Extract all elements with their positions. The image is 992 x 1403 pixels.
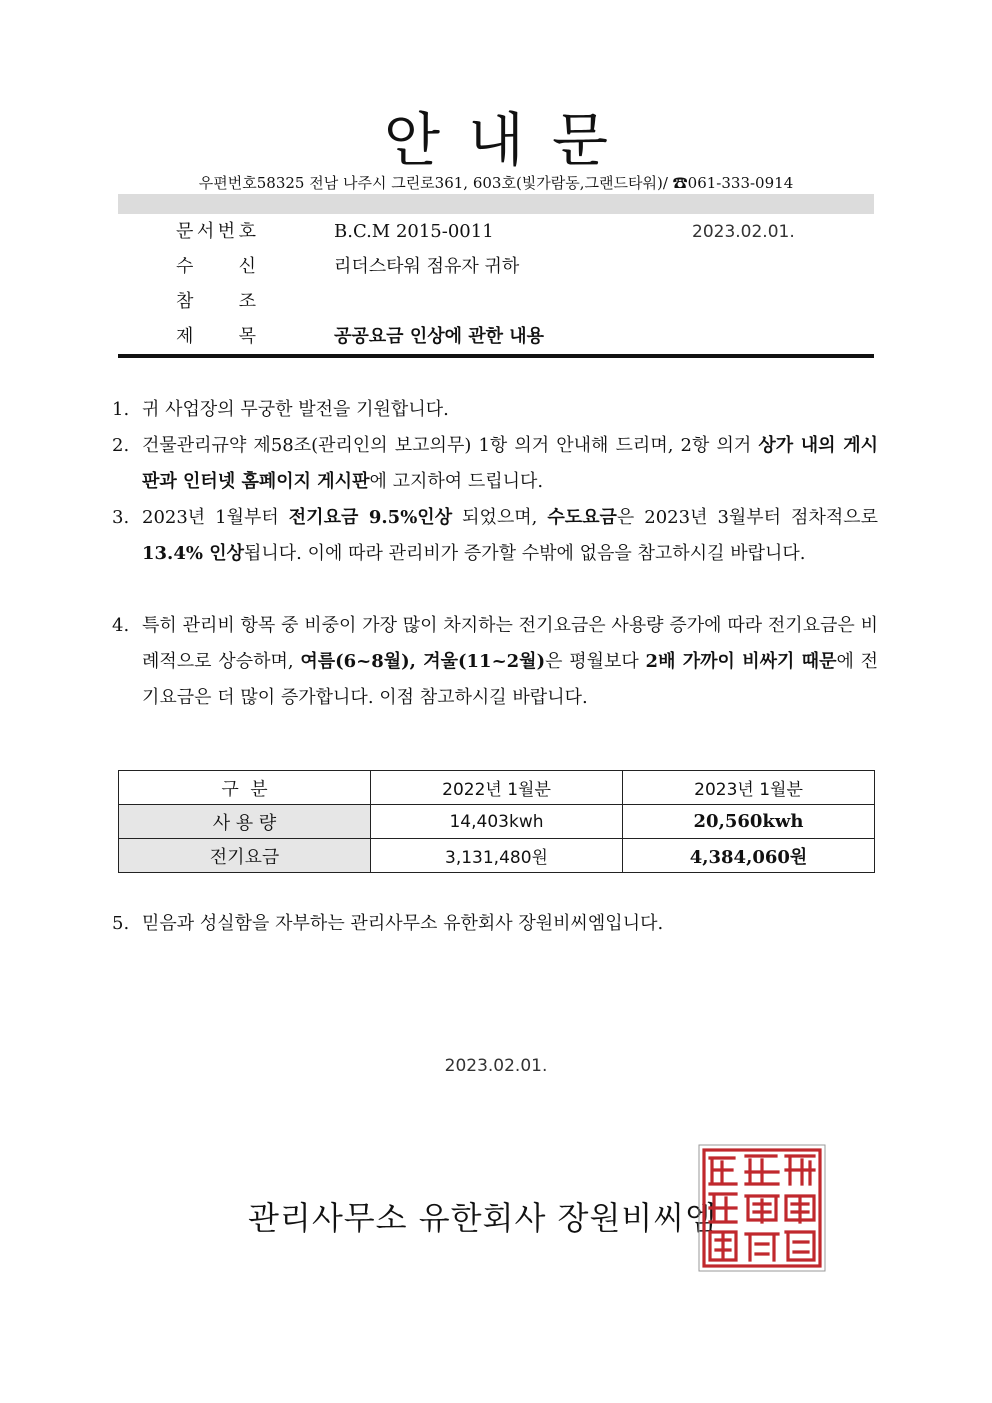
usage-2023: 20,560kwh [623, 805, 875, 839]
doc-no-label: 문 서 번 호 [176, 221, 256, 242]
charge-2023: 4,384,060원 [623, 839, 875, 873]
row-label-usage: 사 용 량 [119, 805, 371, 839]
header-rule [118, 354, 874, 358]
paragraph-4: 4. 특히 관리비 항목 중 비중이 가장 많이 차지하는 전기요금은 사용량 증가에 따라 전기요금은 비례적으로 상승하며, 여름(6~8월), 겨울(11~2월)은 평월보다 2배 가까이 비싸기 때문에 전기요금은 더 많이 증가합니다. 이점 참고하시길 바랍니다. [112, 615, 878, 708]
paragraph-1: 1. 귀 사업장의 무궁한 발전을 기원합니다. [112, 399, 449, 420]
electricity-usage-table [118, 770, 875, 873]
usage-2022: 14,403kwh [371, 805, 623, 839]
footer-date: 2023.02.01. [444, 1056, 548, 1076]
table-row [119, 805, 875, 839]
meta-row-subject [176, 320, 826, 354]
company-name: 관리사무소 유한회사 장원비씨엠 [248, 1199, 718, 1237]
paragraph-2: 2. 건물관리규약 제58조(관리인의 보고의무) 1항 의거 안내해 드리며, 2항 의거 상가 내의 게시판과 인터넷 홈페이지 게시판에 고지하여 드립니다. [112, 435, 878, 492]
table-header-row [119, 771, 875, 805]
document-title: 안내문 [383, 106, 637, 174]
meta-row-reference [176, 285, 826, 319]
table-header-category: 구 분 [119, 771, 371, 805]
row-label-charge: 전기요금 [119, 839, 371, 873]
meta-row-recipient [176, 250, 826, 284]
recipient-value: 리더스타워 점유자 귀하 [334, 256, 520, 277]
subject-label: 제 목 [176, 326, 256, 347]
seal-svg [698, 1144, 826, 1272]
reference-label: 참 조 [176, 291, 256, 312]
subject-value: 공공요금 인상에 관한 내용 [334, 326, 545, 347]
table-header-2022: 2022년 1월분 [371, 771, 623, 805]
doc-date: 2023.02.01. [692, 222, 795, 242]
sender-address: 우편번호58325 전남 나주시 그린로361, 603호(빛가람동,그랜드타워)/ ☎061-333-0914 [198, 174, 794, 192]
paragraph-5: 5. 믿음과 성실함을 자부하는 관리사무소 유한회사 장원비씨엠입니다. [112, 913, 664, 934]
meta-row-doc-no [176, 215, 826, 249]
charge-2022: 3,131,480원 [371, 839, 623, 873]
table-row [119, 839, 875, 873]
recipient-label: 수 신 [176, 256, 256, 277]
paragraph-3: 3. 2023년 1월부터 전기요금 9.5%인상 되었으며, 수도요금은 2023년 3월부터 점차적으로 13.4% 인상됩니다. 이에 따라 관리비가 증가할 수밖에 없음을 참고하시길 바랍니다. [112, 507, 878, 564]
doc-no-value: B.C.M 2015-0011 [334, 221, 494, 242]
header-divider-bar [118, 194, 874, 214]
company-seal-icon [698, 1144, 826, 1272]
table-header-2023: 2023년 1월분 [623, 771, 875, 805]
